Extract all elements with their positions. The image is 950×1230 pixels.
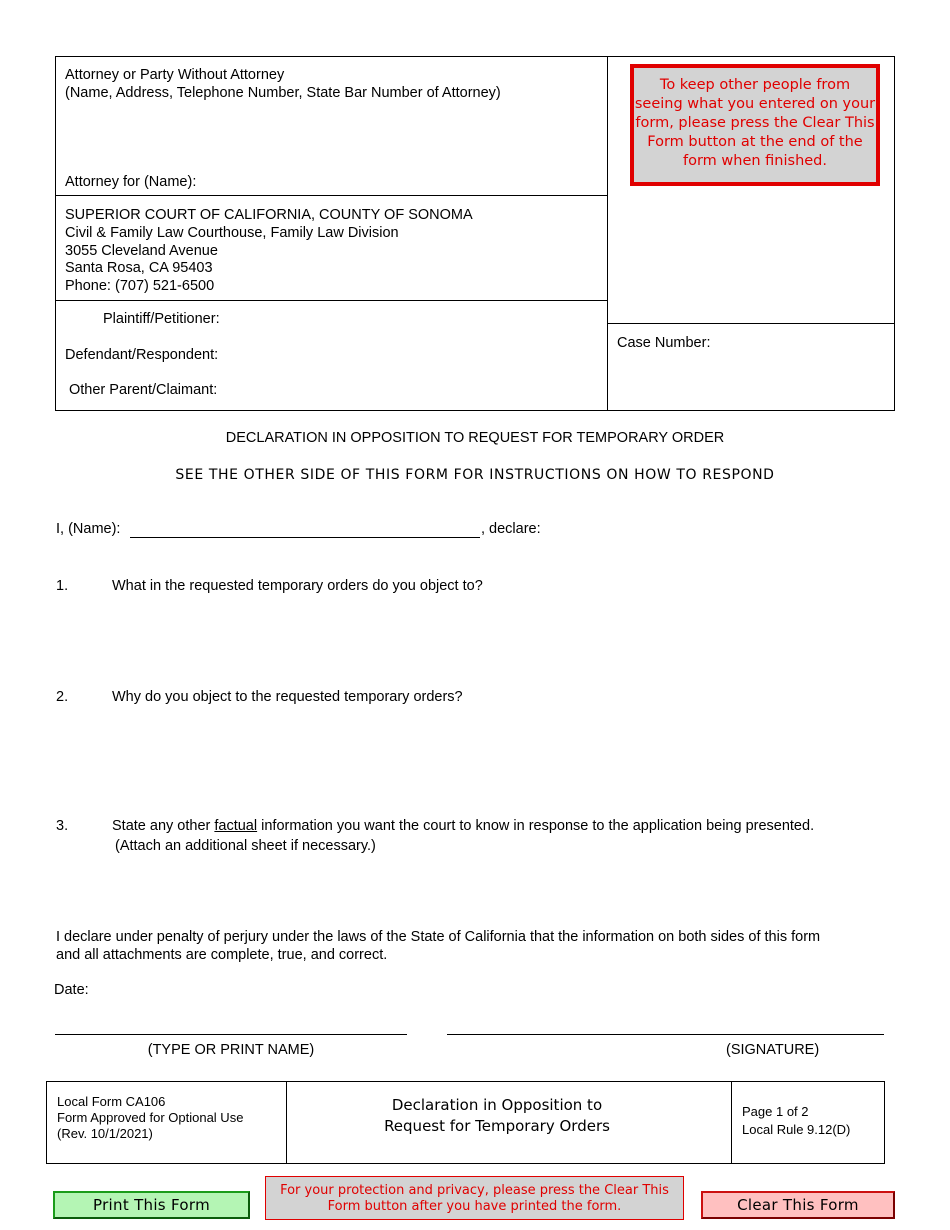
declarant-name-field[interactable] xyxy=(132,518,482,538)
footer-form-id: Local Form CA106 xyxy=(57,1094,166,1109)
court-line-1: SUPERIOR COURT OF CALIFORNIA, COUNTY OF SONOMA xyxy=(65,207,473,223)
footer-rule: Local Rule 9.12(D) xyxy=(742,1122,851,1137)
case-number-field[interactable] xyxy=(617,360,889,402)
perjury-line-2: and all attachments are complete, true, and correct. xyxy=(56,947,388,963)
question-3-text-before: State any other xyxy=(112,818,215,834)
footer-revision: (Rev. 10/1/2021) xyxy=(57,1126,153,1141)
signature-caption: (SIGNATURE) xyxy=(726,1042,820,1058)
footer-approval: Form Approved for Optional Use xyxy=(57,1110,244,1125)
question-2-answer[interactable] xyxy=(110,711,894,805)
question-1-number: 1. xyxy=(56,578,69,594)
question-3-answer[interactable] xyxy=(110,858,894,924)
question-2-number: 2. xyxy=(56,689,69,705)
other-parent-label: Other Parent/Claimant: xyxy=(69,382,218,398)
form-subtitle: SEE THE OTHER SIDE OF THIS FORM FOR INSTRUCTIONS ON HOW TO RESPOND xyxy=(175,467,775,483)
question-3-text-underlined: factual xyxy=(214,818,258,834)
question-3-note: (Attach an additional sheet if necessary.) xyxy=(115,838,376,854)
court-line-4: Santa Rosa, CA 95403 xyxy=(65,260,213,276)
question-1-text: What in the requested temporary orders do you object to? xyxy=(112,578,483,594)
date-field[interactable] xyxy=(98,980,352,1000)
print-form-button[interactable]: Print This Form xyxy=(53,1191,250,1219)
court-line-3: 3055 Cleveland Avenue xyxy=(65,243,218,259)
attorney-info-field[interactable] xyxy=(64,104,604,174)
question-1-answer[interactable] xyxy=(110,600,894,679)
footer-title-line-1: Declaration in Opposition to xyxy=(391,1096,603,1114)
footer-page: Page 1 of 2 xyxy=(742,1104,809,1119)
declare-suffix: , declare: xyxy=(481,521,541,537)
case-number-label: Case Number: xyxy=(617,335,711,351)
signature-line xyxy=(447,1034,884,1035)
question-3-text-after: information you want the court to know in response to the application being presented. xyxy=(257,818,815,834)
question-2-text: Why do you object to the requested temporary orders? xyxy=(112,689,463,705)
plaintiff-field[interactable] xyxy=(235,309,604,329)
clear-form-button[interactable]: Clear This Form xyxy=(701,1191,895,1219)
plaintiff-label: Plaintiff/Petitioner: xyxy=(103,311,220,327)
attorney-label: Attorney or Party Without Attorney xyxy=(65,67,285,83)
attorney-divider xyxy=(56,195,608,196)
perjury-line-1: I declare under penalty of perjury under the laws of the State of California that the information on both sides of this form xyxy=(56,929,821,945)
other-parent-field[interactable] xyxy=(235,380,604,400)
print-name-line xyxy=(55,1034,407,1035)
attorney-for-label: Attorney for (Name): xyxy=(65,174,197,190)
question-3-number: 3. xyxy=(56,818,69,834)
case-number-divider xyxy=(608,323,894,324)
privacy-warning: To keep other people from seeing what you entered on your form, please press the Clear This Form button at the end of the form when finished. xyxy=(630,64,880,186)
court-divider xyxy=(56,300,608,301)
print-name-field[interactable] xyxy=(57,1014,409,1034)
attorney-for-field[interactable] xyxy=(210,172,604,192)
court-line-5: Phone: (707) 521-6500 xyxy=(65,278,215,294)
court-line-2: Civil & Family Law Courthouse, Family Law Division xyxy=(65,225,399,241)
date-label: Date: xyxy=(54,982,89,998)
print-name-caption: (TYPE OR PRINT NAME) xyxy=(147,1042,315,1058)
question-3-text xyxy=(112,817,814,835)
defendant-label: Defendant/Respondent: xyxy=(65,347,219,363)
footer-divider-2 xyxy=(731,1081,732,1164)
attorney-sublabel: (Name, Address, Telephone Number, State Bar Number of Attorney) xyxy=(65,85,501,101)
form-title: DECLARATION IN OPPOSITION TO REQUEST FOR TEMPORARY ORDER xyxy=(225,430,725,446)
caption-divider-vertical xyxy=(607,57,608,410)
declare-prefix: I, (Name): xyxy=(56,521,121,537)
privacy-note: For your protection and privacy, please press the Clear This Form button after you have printed the form. xyxy=(265,1176,684,1220)
footer-title-line-2: Request for Temporary Orders xyxy=(384,1117,610,1135)
defendant-field[interactable] xyxy=(235,345,604,365)
